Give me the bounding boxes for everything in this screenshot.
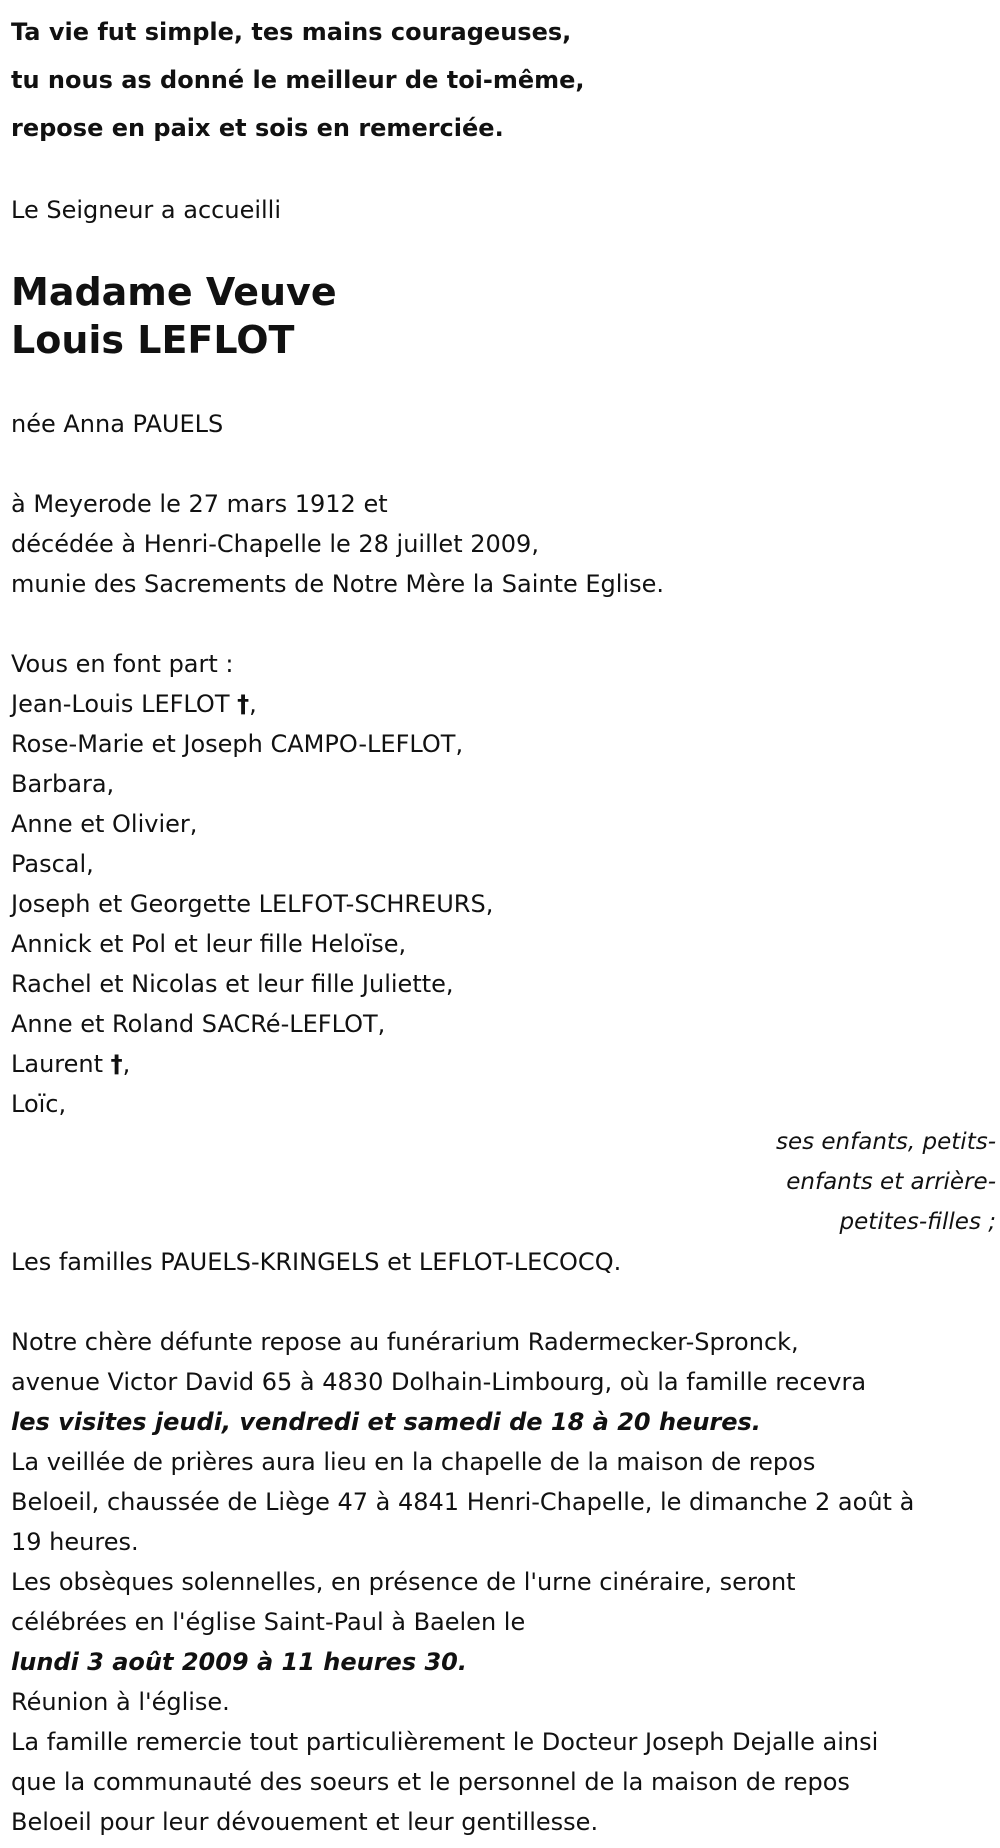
- family-member: Loïc,: [11, 1090, 67, 1118]
- obituary-page: [0, 8, 1000, 1848]
- date-line: décédée à Henri-Chapelle le 28 juillet 2009,: [11, 530, 539, 558]
- poem-line: Ta vie fut simple, tes mains courageuses,: [11, 18, 572, 46]
- name-line-title: Madame Veuve: [11, 270, 337, 314]
- date-line: à Meyerode le 27 mars 1912 et: [11, 490, 388, 518]
- relation-note: [11, 1122, 996, 1242]
- family-member: Anne et Roland SACRé-LEFLOT,: [11, 1010, 386, 1038]
- family-member: Joseph et Georgette LELFOT-SCHREURS,: [11, 890, 494, 918]
- detail-line: avenue Victor David 65 à 4830 Dolhain-Limbourg, où la famille recevra: [11, 1368, 867, 1396]
- visit-hours: les visites jeudi, vendredi et samedi de 18 à 20 heures.: [11, 1408, 761, 1436]
- detail-line: La famille remercie tout particulièrement le Docteur Joseph Dejalle ainsi: [11, 1728, 879, 1756]
- detail-line: 19 heures.: [11, 1528, 139, 1556]
- separator: ,: [122, 1050, 131, 1078]
- funeral-datetime: lundi 3 août 2009 à 11 heures 30.: [11, 1648, 467, 1676]
- family-member: Rose-Marie et Joseph CAMPO-LEFLOT,: [11, 730, 464, 758]
- cross-icon: †: [110, 1050, 123, 1078]
- ceremony-details: [11, 1322, 1000, 1842]
- family-member: Rachel et Nicolas et leur fille Juliette,: [11, 970, 454, 998]
- intro-text: Le Seigneur a accueilli: [11, 196, 282, 224]
- family-member-name: Jean-Louis LEFLOT: [11, 690, 230, 718]
- cross-icon: †: [237, 690, 250, 718]
- family-list: [11, 644, 1000, 1124]
- detail-line: célébrées en l'église Saint-Paul à Baelen le: [11, 1608, 526, 1636]
- name-line-name: Louis LEFLOT: [11, 318, 295, 362]
- poem: [11, 8, 1000, 152]
- detail-line: Notre chère défunte repose au funérarium Radermecker-Spronck,: [11, 1328, 799, 1356]
- family-member: [11, 684, 1000, 724]
- relation-line: petites-filles ;: [839, 1209, 996, 1235]
- family-member: [11, 1044, 1000, 1084]
- families-line: Les familles PAUELS-KRINGELS et LEFLOT-LECOCQ.: [11, 1248, 622, 1276]
- family-member: Pascal,: [11, 850, 94, 878]
- detail-line: Réunion à l'église.: [11, 1688, 230, 1716]
- relation-line: enfants et arrière-: [786, 1169, 996, 1195]
- detail-line: Les obsèques solennelles, en présence de l'urne cinéraire, seront: [11, 1568, 796, 1596]
- family-member: Barbara,: [11, 770, 115, 798]
- detail-line: Beloeil, chaussée de Liège 47 à 4841 Henri-Chapelle, le dimanche 2 août à: [11, 1488, 915, 1516]
- separator: ,: [249, 690, 257, 718]
- poem-line: tu nous as donné le meilleur de toi-même,: [11, 66, 585, 94]
- relation-line: ses enfants, petits-: [775, 1129, 996, 1155]
- deceased-name: [11, 268, 1000, 364]
- birth-name: née Anna PAUELS: [11, 410, 224, 438]
- poem-line: repose en paix et sois en remerciée.: [11, 114, 504, 142]
- date-line: munie des Sacrements de Notre Mère la Sainte Eglise.: [11, 570, 665, 598]
- family-member: Anne et Olivier,: [11, 810, 198, 838]
- family-member: Annick et Pol et leur fille Heloïse,: [11, 930, 407, 958]
- detail-line: que la communauté des soeurs et le personnel de la maison de repos: [11, 1768, 850, 1796]
- detail-line: La veillée de prières aura lieu en la chapelle de la maison de repos: [11, 1448, 816, 1476]
- detail-line: Beloeil pour leur dévouement et leur gentillesse.: [11, 1808, 599, 1836]
- family-member-name: Laurent: [11, 1050, 104, 1078]
- dates-block: [11, 484, 1000, 604]
- family-intro: Vous en font part :: [11, 650, 234, 678]
